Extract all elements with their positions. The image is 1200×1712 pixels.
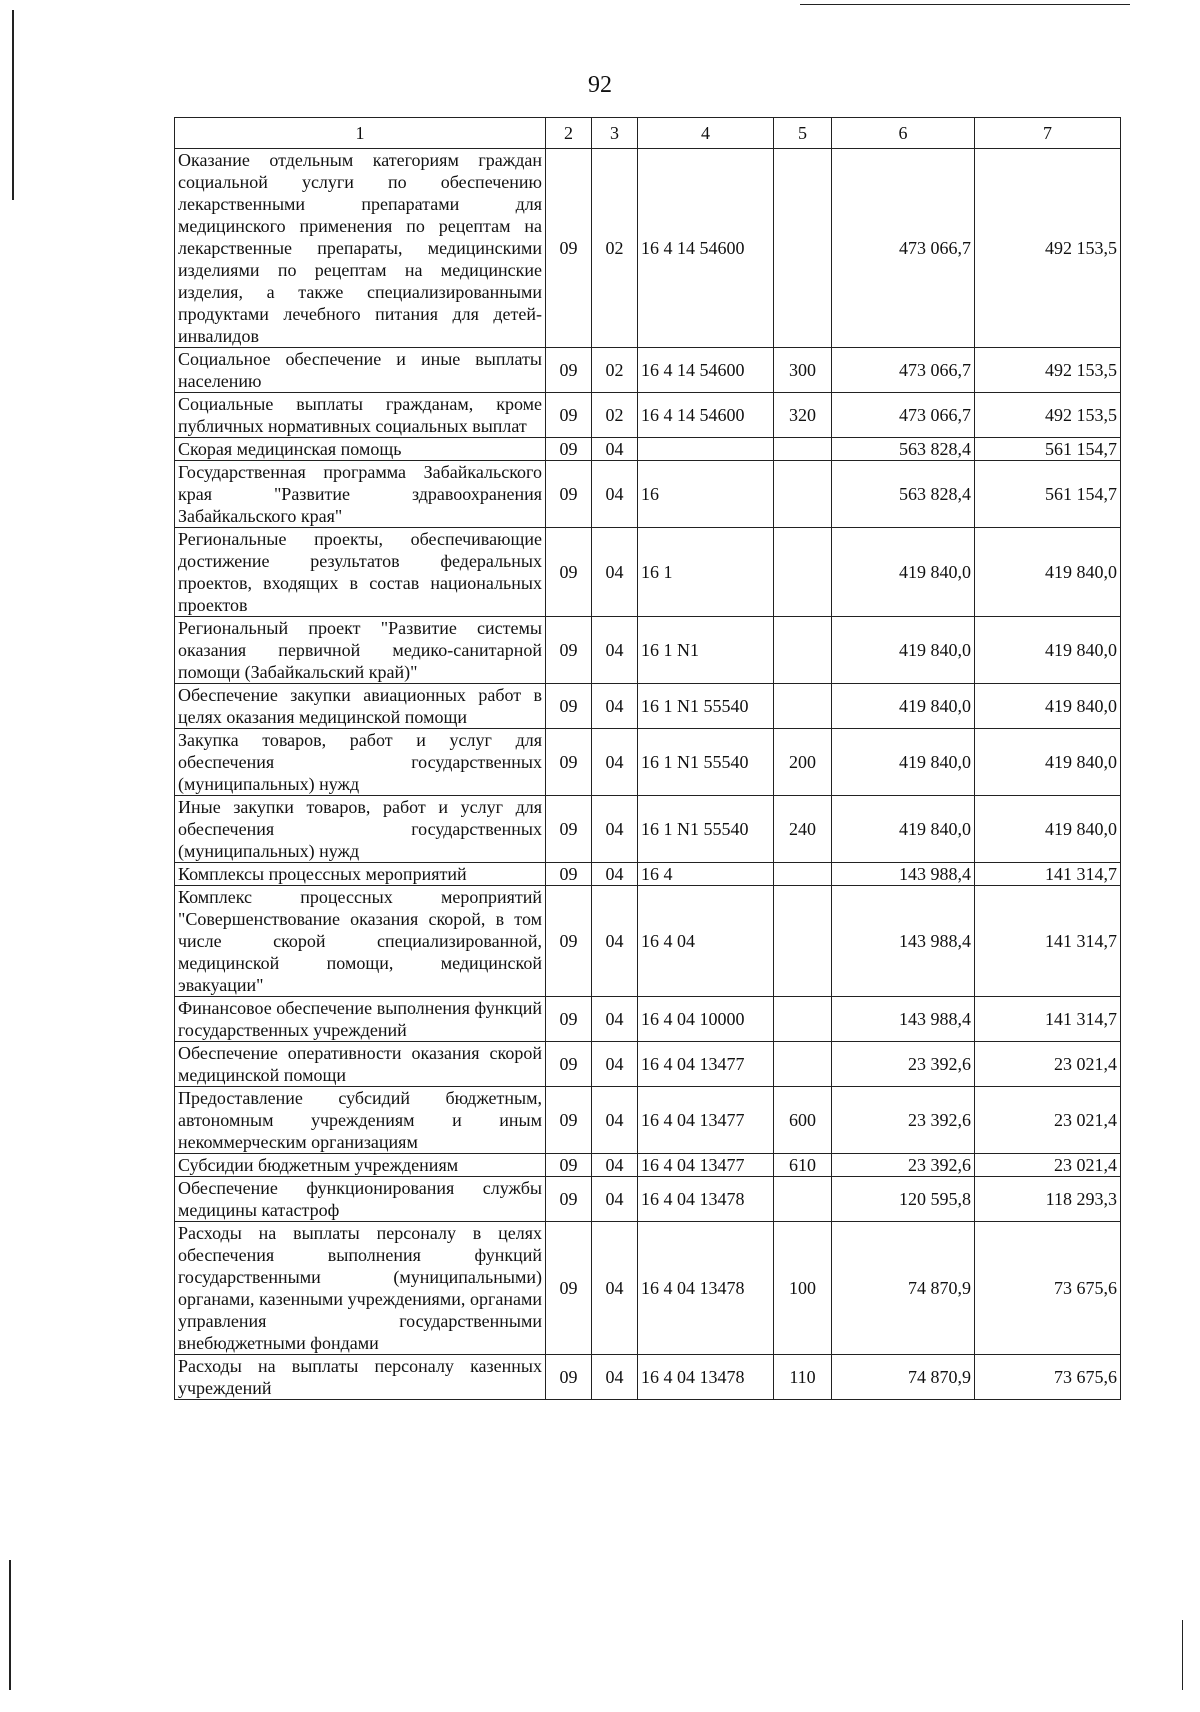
expense-type-cell bbox=[774, 528, 832, 617]
amount-col7-cell: 492 153,5 bbox=[975, 348, 1121, 393]
section-cell: 09 bbox=[546, 1154, 592, 1177]
section-cell: 09 bbox=[546, 1177, 592, 1222]
expense-type-cell bbox=[774, 1177, 832, 1222]
amount-col6-cell: 473 066,7 bbox=[832, 149, 975, 348]
row-name-cell: Региональный проект "Развитие системы оказания первичной медико-санитарной помощи (Забайкальский край)" bbox=[175, 617, 546, 684]
target-article-cell: 16 4 04 13477 bbox=[638, 1087, 774, 1154]
column-header: 2 bbox=[546, 118, 592, 149]
table-row bbox=[175, 528, 1121, 617]
expense-type-cell bbox=[774, 684, 832, 729]
expense-type-cell bbox=[774, 149, 832, 348]
amount-col6-cell: 419 840,0 bbox=[832, 617, 975, 684]
scan-edge-mark-right-bottom bbox=[1182, 1620, 1183, 1690]
row-name-cell: Предоставление субсидий бюджетным, автономным учреждениям и иным некоммерческим организациям bbox=[175, 1087, 546, 1154]
table-row bbox=[175, 684, 1121, 729]
row-name-cell: Расходы на выплаты персоналу в целях обеспечения выполнения функций государственными (муниципальными) органами, казенными учреждениями, органами управления государственными внебюджетными фондами bbox=[175, 1222, 546, 1355]
amount-col7-cell: 141 314,7 bbox=[975, 997, 1121, 1042]
subsection-cell: 04 bbox=[592, 1042, 638, 1087]
target-article-cell: 16 4 04 13477 bbox=[638, 1154, 774, 1177]
row-name-cell: Обеспечение оперативности оказания скорой медицинской помощи bbox=[175, 1042, 546, 1087]
table-row bbox=[175, 461, 1121, 528]
amount-col6-cell: 74 870,9 bbox=[832, 1355, 975, 1400]
row-name-cell: Закупка товаров, работ и услуг для обеспечения государственных (муниципальных) нужд bbox=[175, 729, 546, 796]
table-row bbox=[175, 1154, 1121, 1177]
table-header-row bbox=[175, 118, 1121, 149]
table-row bbox=[175, 393, 1121, 438]
table-row bbox=[175, 863, 1121, 886]
amount-col7-cell: 23 021,4 bbox=[975, 1087, 1121, 1154]
expense-type-cell: 200 bbox=[774, 729, 832, 796]
amount-col6-cell: 143 988,4 bbox=[832, 863, 975, 886]
amount-col6-cell: 143 988,4 bbox=[832, 997, 975, 1042]
amount-col7-cell: 419 840,0 bbox=[975, 796, 1121, 863]
table-row bbox=[175, 1177, 1121, 1222]
section-cell: 09 bbox=[546, 461, 592, 528]
row-name-cell: Расходы на выплаты персоналу казенных учреждений bbox=[175, 1355, 546, 1400]
expense-type-cell bbox=[774, 461, 832, 528]
expense-type-cell: 240 bbox=[774, 796, 832, 863]
subsection-cell: 04 bbox=[592, 438, 638, 461]
expense-type-cell bbox=[774, 1042, 832, 1087]
expense-type-cell: 110 bbox=[774, 1355, 832, 1400]
target-article-cell: 16 4 04 13477 bbox=[638, 1042, 774, 1087]
table-row bbox=[175, 617, 1121, 684]
amount-col7-cell: 419 840,0 bbox=[975, 617, 1121, 684]
subsection-cell: 04 bbox=[592, 684, 638, 729]
amount-col6-cell: 563 828,4 bbox=[832, 461, 975, 528]
expense-type-cell bbox=[774, 863, 832, 886]
column-header: 3 bbox=[592, 118, 638, 149]
subsection-cell: 02 bbox=[592, 149, 638, 348]
row-name-cell: Финансовое обеспечение выполнения функций государственных учреждений bbox=[175, 997, 546, 1042]
subsection-cell: 04 bbox=[592, 886, 638, 997]
subsection-cell: 04 bbox=[592, 729, 638, 796]
amount-col7-cell: 492 153,5 bbox=[975, 149, 1121, 348]
amount-col6-cell: 473 066,7 bbox=[832, 348, 975, 393]
amount-col6-cell: 23 392,6 bbox=[832, 1154, 975, 1177]
expense-type-cell: 300 bbox=[774, 348, 832, 393]
section-cell: 09 bbox=[546, 997, 592, 1042]
amount-col6-cell: 143 988,4 bbox=[832, 886, 975, 997]
amount-col6-cell: 23 392,6 bbox=[832, 1042, 975, 1087]
section-cell: 09 bbox=[546, 438, 592, 461]
amount-col7-cell: 419 840,0 bbox=[975, 528, 1121, 617]
expense-type-cell: 320 bbox=[774, 393, 832, 438]
amount-col7-cell: 419 840,0 bbox=[975, 684, 1121, 729]
subsection-cell: 04 bbox=[592, 1087, 638, 1154]
row-name-cell: Государственная программа Забайкальского края "Развитие здравоохранения Забайкальского края" bbox=[175, 461, 546, 528]
subsection-cell: 04 bbox=[592, 1154, 638, 1177]
table-row bbox=[175, 438, 1121, 461]
amount-col7-cell: 73 675,6 bbox=[975, 1355, 1121, 1400]
row-name-cell: Социальное обеспечение и иные выплаты населению bbox=[175, 348, 546, 393]
table-row bbox=[175, 1087, 1121, 1154]
expense-type-cell: 610 bbox=[774, 1154, 832, 1177]
amount-col6-cell: 74 870,9 bbox=[832, 1222, 975, 1355]
table-row bbox=[175, 997, 1121, 1042]
expense-type-cell bbox=[774, 997, 832, 1042]
amount-col7-cell: 419 840,0 bbox=[975, 729, 1121, 796]
subsection-cell: 04 bbox=[592, 617, 638, 684]
target-article-cell: 16 4 04 13478 bbox=[638, 1177, 774, 1222]
section-cell: 09 bbox=[546, 796, 592, 863]
section-cell: 09 bbox=[546, 729, 592, 796]
target-article-cell: 16 4 14 54600 bbox=[638, 348, 774, 393]
column-header: 4 bbox=[638, 118, 774, 149]
amount-col7-cell: 492 153,5 bbox=[975, 393, 1121, 438]
row-name-cell: Обеспечение закупки авиационных работ в целях оказания медицинской помощи bbox=[175, 684, 546, 729]
table-row bbox=[175, 1222, 1121, 1355]
amount-col7-cell: 141 314,7 bbox=[975, 886, 1121, 997]
expense-type-cell bbox=[774, 886, 832, 997]
amount-col7-cell: 561 154,7 bbox=[975, 461, 1121, 528]
target-article-cell: 16 4 04 bbox=[638, 886, 774, 997]
budget-table bbox=[174, 117, 1121, 1400]
row-name-cell: Комплекс процессных мероприятий "Совершенствование оказания скорой, в том числе скорой специализированной, медицинской помощи, медицинской эвакуации" bbox=[175, 886, 546, 997]
amount-col6-cell: 563 828,4 bbox=[832, 438, 975, 461]
target-article-cell: 16 4 04 10000 bbox=[638, 997, 774, 1042]
table-row bbox=[175, 729, 1121, 796]
amount-col6-cell: 473 066,7 bbox=[832, 393, 975, 438]
target-article-cell: 16 bbox=[638, 461, 774, 528]
column-header: 5 bbox=[774, 118, 832, 149]
section-cell: 09 bbox=[546, 863, 592, 886]
target-article-cell: 16 4 04 13478 bbox=[638, 1222, 774, 1355]
scan-edge-mark-top-right bbox=[800, 4, 1130, 5]
scan-edge-mark-left-bottom bbox=[9, 1560, 11, 1690]
section-cell: 09 bbox=[546, 393, 592, 438]
row-name-cell: Региональные проекты, обеспечивающие достижение результатов федеральных проектов, входящих в состав национальных проектов bbox=[175, 528, 546, 617]
amount-col7-cell: 561 154,7 bbox=[975, 438, 1121, 461]
expense-type-cell: 600 bbox=[774, 1087, 832, 1154]
section-cell: 09 bbox=[546, 348, 592, 393]
amount-col6-cell: 419 840,0 bbox=[832, 796, 975, 863]
table-row bbox=[175, 886, 1121, 997]
amount-col7-cell: 118 293,3 bbox=[975, 1177, 1121, 1222]
target-article-cell: 16 1 N1 55540 bbox=[638, 796, 774, 863]
subsection-cell: 02 bbox=[592, 348, 638, 393]
row-name-cell: Социальные выплаты гражданам, кроме публичных нормативных социальных выплат bbox=[175, 393, 546, 438]
amount-col7-cell: 23 021,4 bbox=[975, 1042, 1121, 1087]
column-header: 7 bbox=[975, 118, 1121, 149]
expense-type-cell: 100 bbox=[774, 1222, 832, 1355]
subsection-cell: 04 bbox=[592, 528, 638, 617]
amount-col6-cell: 419 840,0 bbox=[832, 684, 975, 729]
target-article-cell: 16 1 N1 55540 bbox=[638, 729, 774, 796]
table-row bbox=[175, 348, 1121, 393]
expense-type-cell bbox=[774, 438, 832, 461]
row-name-cell: Субсидии бюджетным учреждениям bbox=[175, 1154, 546, 1177]
amount-col7-cell: 23 021,4 bbox=[975, 1154, 1121, 1177]
amount-col7-cell: 141 314,7 bbox=[975, 863, 1121, 886]
target-article-cell: 16 4 04 13478 bbox=[638, 1355, 774, 1400]
subsection-cell: 02 bbox=[592, 393, 638, 438]
subsection-cell: 04 bbox=[592, 863, 638, 886]
row-name-cell: Иные закупки товаров, работ и услуг для обеспечения государственных (муниципальных) нужд bbox=[175, 796, 546, 863]
amount-col6-cell: 419 840,0 bbox=[832, 528, 975, 617]
scan-edge-mark-left-top bbox=[12, 10, 14, 200]
target-article-cell: 16 1 N1 bbox=[638, 617, 774, 684]
section-cell: 09 bbox=[546, 886, 592, 997]
target-article-cell: 16 1 N1 55540 bbox=[638, 684, 774, 729]
target-article-cell: 16 4 14 54600 bbox=[638, 393, 774, 438]
row-name-cell: Комплексы процессных мероприятий bbox=[175, 863, 546, 886]
amount-col6-cell: 419 840,0 bbox=[832, 729, 975, 796]
table-row bbox=[175, 149, 1121, 348]
column-header: 1 bbox=[175, 118, 546, 149]
expense-type-cell bbox=[774, 617, 832, 684]
section-cell: 09 bbox=[546, 684, 592, 729]
subsection-cell: 04 bbox=[592, 461, 638, 528]
subsection-cell: 04 bbox=[592, 1222, 638, 1355]
section-cell: 09 bbox=[546, 149, 592, 348]
target-article-cell: 16 4 14 54600 bbox=[638, 149, 774, 348]
column-header: 6 bbox=[832, 118, 975, 149]
table-row bbox=[175, 1355, 1121, 1400]
section-cell: 09 bbox=[546, 528, 592, 617]
amount-col7-cell: 73 675,6 bbox=[975, 1222, 1121, 1355]
page-number: 92 bbox=[588, 72, 612, 98]
subsection-cell: 04 bbox=[592, 1355, 638, 1400]
subsection-cell: 04 bbox=[592, 1177, 638, 1222]
amount-col6-cell: 23 392,6 bbox=[832, 1087, 975, 1154]
target-article-cell bbox=[638, 438, 774, 461]
section-cell: 09 bbox=[546, 1042, 592, 1087]
section-cell: 09 bbox=[546, 617, 592, 684]
section-cell: 09 bbox=[546, 1087, 592, 1154]
table-row bbox=[175, 796, 1121, 863]
section-cell: 09 bbox=[546, 1355, 592, 1400]
amount-col6-cell: 120 595,8 bbox=[832, 1177, 975, 1222]
row-name-cell: Оказание отдельным категориям граждан социальной услуги по обеспечению лекарственными препаратами для медицинского применения по рецептам на лекарственные препараты, медицинскими изделиями по рецептам на медицинские изделия, а также специализированными продуктами лечебного питания для детей-инвалидов bbox=[175, 149, 546, 348]
table-row bbox=[175, 1042, 1121, 1087]
row-name-cell: Скорая медицинская помощь bbox=[175, 438, 546, 461]
subsection-cell: 04 bbox=[592, 796, 638, 863]
section-cell: 09 bbox=[546, 1222, 592, 1355]
target-article-cell: 16 4 bbox=[638, 863, 774, 886]
target-article-cell: 16 1 bbox=[638, 528, 774, 617]
subsection-cell: 04 bbox=[592, 997, 638, 1042]
row-name-cell: Обеспечение функционирования службы медицины катастроф bbox=[175, 1177, 546, 1222]
